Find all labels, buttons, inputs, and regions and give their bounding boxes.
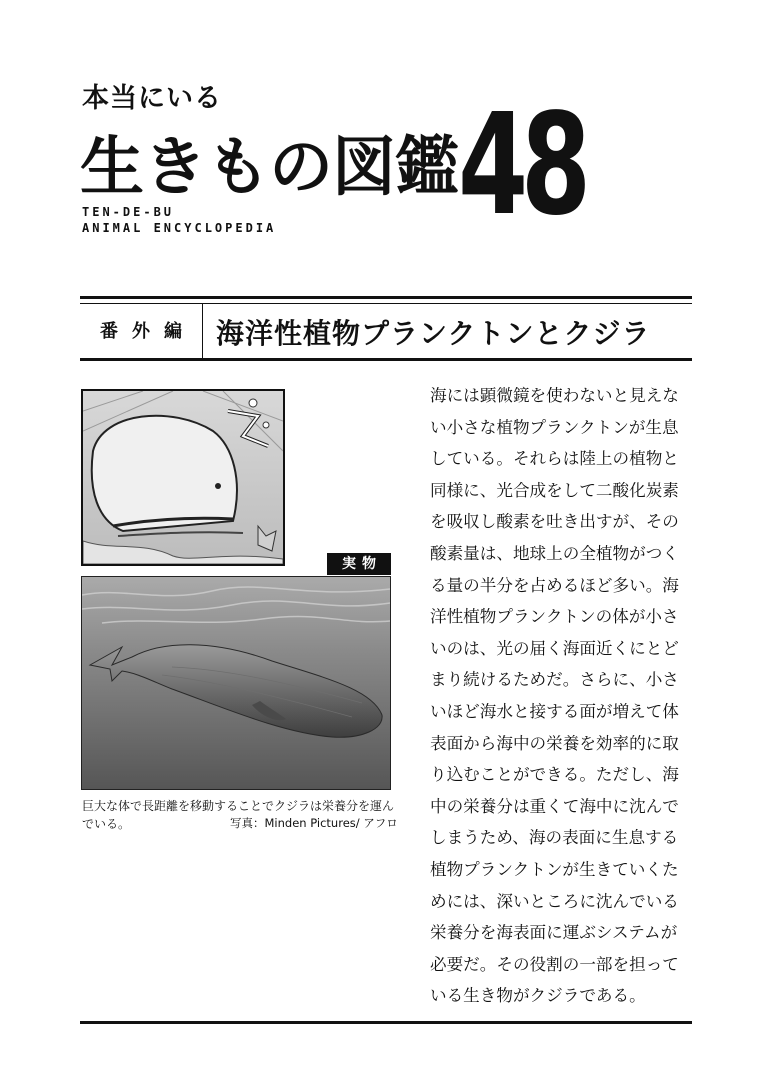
series-title-large: 生きもの図鑑 — [80, 130, 458, 205]
body-line: 植物プランクトンが生きていくた — [430, 859, 679, 879]
body-line: 必要だ。その役割の一部を担って — [430, 954, 679, 974]
subtitle-line-1: TEN-DE-BU — [82, 205, 175, 219]
section-divider — [202, 304, 203, 358]
volume-number: 48 — [458, 84, 584, 247]
real-photo-badge: 実物 — [327, 553, 391, 575]
body-line: 同様に、光合成をして二酸化炭素 — [430, 480, 679, 500]
body-line: している。それらは陸上の植物と — [430, 449, 679, 469]
body-line: めには、深いところに沈んでいる — [430, 891, 679, 911]
body-line: 表面から海中の栄養を効率的に取 — [430, 733, 679, 753]
body-line: しまうため、海の表面に生息する — [430, 828, 679, 848]
body-line: り込むことができる。ただし、海 — [430, 765, 679, 785]
section-label: 番外編 — [100, 321, 196, 342]
body-line: まり続けるためだ。さらに、小さ — [430, 670, 679, 690]
photo-credit: 写真：Minden Pictures/ アフロ — [230, 816, 398, 830]
body-line: 酸素量は、地球上の全植物がつく — [430, 543, 679, 563]
article-body — [430, 380, 694, 1012]
series-title-small: 本当にいる — [82, 83, 222, 114]
section-rule-top-thin — [80, 303, 692, 304]
body-line: 中の栄養分は重くて海中に沈んで — [430, 796, 679, 816]
body-line: る量の半分を占めるほど多い。海 — [430, 575, 679, 595]
section-title: 海洋性植物プランクトンとクジラ — [216, 317, 651, 350]
body-line: 海には顕微鏡を使わないと見えな — [430, 386, 679, 405]
body-line: 栄養分を海表面に運ぶシステムが — [430, 923, 678, 943]
body-line: い小さな植物プランクトンが生息 — [430, 417, 679, 437]
body-line: 洋性植物プランクトンの体が小さ — [430, 607, 679, 627]
whale-manga-illustration — [81, 389, 285, 566]
page-rule-bottom — [80, 1021, 692, 1024]
body-line: を吸収し酸素を吐き出すが、その — [430, 512, 679, 532]
photo-caption: 巨大な体で長距離を移動することでクジラは栄養分を運んでいる。 — [82, 799, 395, 831]
body-line: いほど海水と接する面が増えて体 — [430, 701, 679, 721]
body-line: いのは、光の届く海面近くにとど — [430, 638, 679, 658]
body-line: いる生き物がクジラである。 — [430, 986, 646, 1006]
section-rule-top — [80, 296, 692, 299]
sperm-whale-photo — [81, 576, 391, 790]
section-rule-bottom — [80, 358, 692, 361]
subtitle-line-2: ANIMAL ENCYCLOPEDIA — [82, 221, 277, 235]
